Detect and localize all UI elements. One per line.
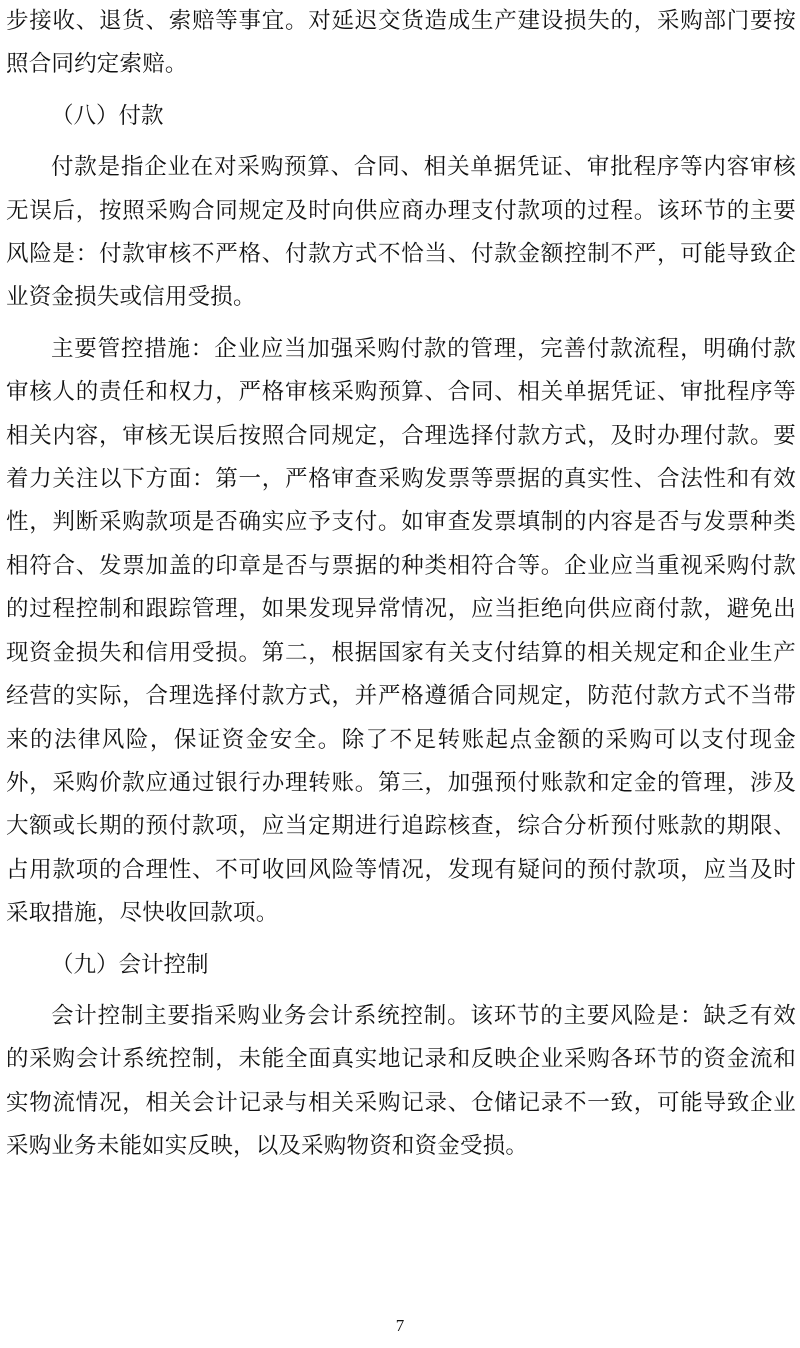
accounting-control-paragraph: 会计控制主要指采购业务会计系统控制。该环节的主要风险是：缺乏有效的采购会计系统控制，未能全面真实地记录和反映企业采购各环节的资金流和实物流情况，相关会计记录与相关采购记录、仓储记录不一致，可能导致企业采购业务未能如实反映，以及采购物资和资金受损。 [6,1002,796,1160]
section-heading-payment: （八）付款 [51,102,164,129]
payment-controls-paragraph: 主要管控措施：企业应当加强采购付款的管理，完善付款流程，明确付款审核人的责任和权力，严格审核采购预算、合同、相关单据凭证、审批程序等相关内容，审核无误后按照合同规定，合理选择付款方式，及时办理付款。要着力关注以下方面：第一，严格审查采购发票等票据的真实性、合法性和有效性，判断采购款项是否确实应予支付。如审查发票填制的内容是否与发票种类相符合、发票加盖的印章是否与票据的种类相符合等。企业应当重视采购付款的过程控制和跟踪管理，如果发现异常情况，应当拒绝向供应商付款，避免出现资金损失和信用受损。第二，根据国家有关支付结算的相关规定和企业生产经营的实际，合理选择付款方式，并严格遵循合同规定，防范付款方式不当带来的法律风险，保证资金安全。除了不足转账起点金额的采购可以支付现金外，采购价款应通过银行办理转账。第三，加强预付账款和定金的管理，涉及大额或长期的预付款项，应当定期进行追踪核查，综合分析预付账款的期限、占用款项的合理性、不可收回风险等情况，发现有疑问的预付款项，应当及时采取措施，尽快收回款项。 [6,335,796,927]
page-body [6,0,796,1169]
section-heading-accounting-control: （九）会计控制 [51,951,209,978]
payment-definition-paragraph: 付款是指企业在对采购预算、合同、相关单据凭证、审批程序等内容审核无误后，按照采购合同规定及时向供应商办理支付款项的过程。该环节的主要风险是：付款审核不严格、付款方式不恰当、付款金额控制不严，可能导致企业资金损失或信用受损。 [6,154,796,311]
continuation-paragraph: 步接收、退货、索赔等事宜。对延迟交货造成生产建设损失的，采购部门要按照合同约定索赔。 [6,8,796,78]
page-number: 7 [395,1316,405,1335]
